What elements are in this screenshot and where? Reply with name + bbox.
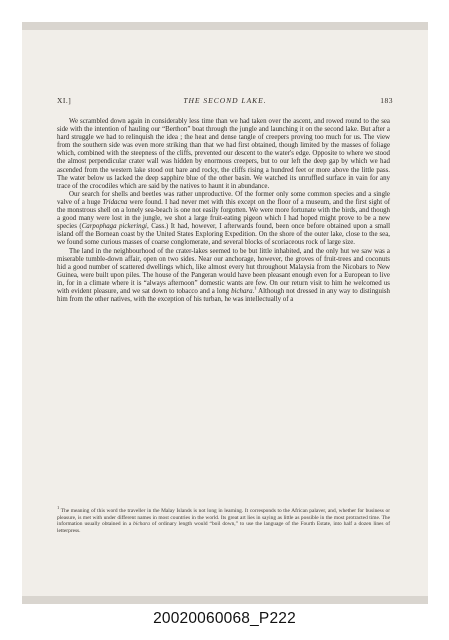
image-caption: 20020060068_P222 [153, 610, 296, 627]
paragraph-2-text-c: , Cass.) It had, however, I afterwards found, been once before obtained upon a small island off the Bornean coast by the United States Exploring Expedition. On the shore of the outer lake, close to the sea, we found some curious masses of coarse conglomerate, and several blocks of scoriaceous rock of large size. [57, 223, 391, 247]
chapter-number: XI.] [57, 96, 72, 105]
paragraph-3-text-a: The land in the neighbourhood of the crater-lakes seemed to be but little inhabited, and the only hut we saw was a miserable tumble-down affair, open on two sides. Near our anchorage, however, the groves of fruit-trees and coconuts hid a good number of scattered dwellings which, like almost every hut throughout Malaysia from the Nicobars to New Guinea, were built upon piles. The house of the Pangeran would have been pleasant enough even for a European to live in, for in a climate where it is “always afternoon” domestic wants are few. On our return visit to him he welcomed us with evident pleasure, and we sat down to tobacco and a long [57, 247, 390, 295]
scan-backdrop [22, 22, 428, 604]
body-text [57, 118, 390, 304]
paragraph-2 [57, 191, 390, 248]
page-number: 183 [380, 96, 393, 105]
footnote [57, 505, 390, 534]
paragraph-1-text: We scrambled down again in considerably less time than we had taken over the ascent, and rowed round to the sea side with the intention of hauling our “Berthon” boat through the jungle and launching it on the second lake. But after a hard struggle we had to relinquish the idea ; the heat and dense tangle of creepers proving too much for us. The view from the southern side was even more striking than that we had first obtained, though limited by the masses of foliage which, combined with the steepness of the cliffs, prevented our descent to the water's edge. Opposite to where we stood the almost perpendicular crater wall was hidden by enormous creepers, but to our left the deep gap by which we had ascended from the western lake stood out bare and rocky, the cliffs rising a hundred feet or more above the little pass. The water below us lacked the deep sapphire blue of the other basin. We watched its unruffled surface in vain for any trace of the crocodiles which are said by the natives to haunt it in abundance. [57, 118, 390, 190]
running-title: THE SECOND LAKE. [183, 96, 267, 105]
footnote-text-b: of ordinary length would “boil down,” to use the language of the Fourth Estate, into half a dozen lines of letterpress. [57, 521, 390, 534]
italic-term-carpophaga: Carpophaga pickeringi [81, 223, 147, 231]
italic-term-bichara: bichara [231, 287, 253, 295]
book-page [22, 30, 428, 596]
paragraph-1 [57, 118, 390, 191]
running-head [57, 96, 393, 108]
paragraph-3-text-b: Although not dressed in any way to distinguish him from the other natives, with the exception of his turban, he was intellectually of a [57, 287, 390, 304]
footnote-mark: 1 [57, 505, 60, 511]
footnote-text-a: The meaning of this word the traveller in the Malay Islands is not long in learning. It corresponds to the African palaver, and, whether for business or pleasure, is met with under different names in most countries in the world. Its great art lies in saying as little as possible in the most protracted time. The information usually obtained in a [57, 508, 390, 528]
paragraph-3 [57, 248, 390, 305]
paragraph-2-text-b: were found. I had never met with this except on the floor of a museum, and the first sight of the monstrous shell on a lonely sea-beach is one not easily forgotten. We were more fortunate with the birds, and though a good many were lost in the jungle, we shot a large fruit-eating pigeon which I had hoped might prove to be a new species ( [57, 198, 390, 231]
footnote-italic-term: bichara [133, 521, 150, 528]
italic-term-tridacna: Tridacna [102, 198, 128, 206]
paragraph-2-text-a: Our search for shells and beetles was rather unproductive. Of the former only some common species and a single valve of a huge [57, 190, 390, 206]
footnote-reference: .$^1$ [252, 285, 257, 295]
